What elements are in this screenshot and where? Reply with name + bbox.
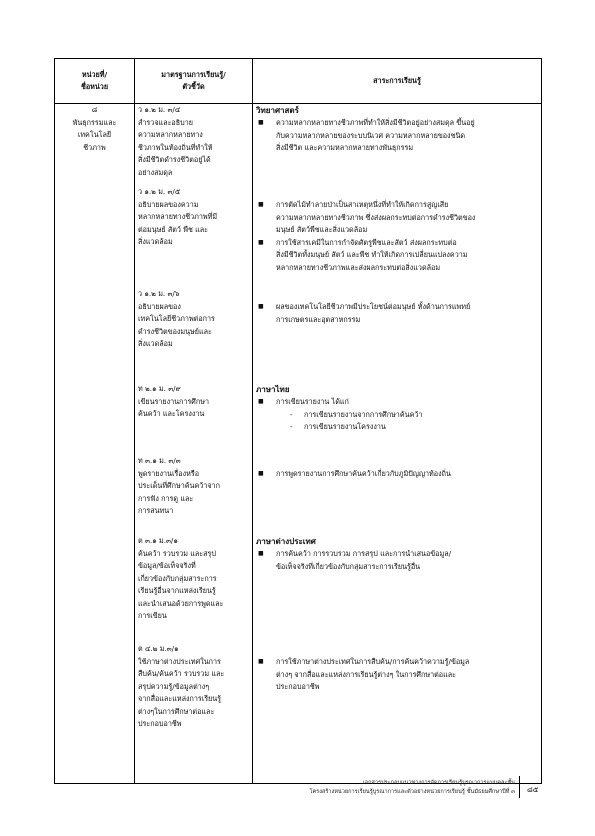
content-block xyxy=(256,186,538,288)
content-bullet: ■ การตัดไม้ทำลายป่าเป็นสาเหตุหนึ่งที่ทำให้เกิดการสูญเสีย ความหลากหลายทางชีวภาพ ซึ่งส่งผลกระทบต่อการดำรงชีวิตของ มนุษย์ สัตว์พืชและสิ่งแวดล้อม xyxy=(256,199,538,237)
subject-heading xyxy=(256,455,538,468)
content-block xyxy=(256,455,538,535)
header-content xyxy=(253,59,542,104)
unit-cell xyxy=(55,104,135,784)
standard-indicator: ต ๔.๒ ม.๓/๑ ใช้ภาษาต่างประเทศในการ สืบค้น/ค้นคว้า รวบรวม และ สรุปความรู้/ข้อมูลต่างๆ จากสื่อและแหล่งการเรียนรู้ ต่างๆในการศึกษาต่อและ ประกอบอาชีพ xyxy=(138,644,225,728)
content-sub-list xyxy=(256,409,538,434)
curriculum-table xyxy=(54,58,542,784)
page-footer xyxy=(255,779,515,797)
header-content-text: สาระการเรียนรู้ xyxy=(373,76,421,85)
header-unit xyxy=(55,59,135,104)
standard-indicator: ว ๑.๒ ม. ๓/๔ สำรวจและอธิบาย ความหลากหลายทาง ชีวภาพในท้องถิ่นที่ทำให้ สิ่งมีชีวิตดำรงชีวิตอยู่ได้ อย่างสมดุล xyxy=(138,105,213,177)
footer-line-2: โครงสร้างหน่วยการเรียนรู้บูรณาการและตัวอย่างหน่วยการเรียนรู้ ชั้นมัธยมศึกษาปีที่ ๓ xyxy=(309,789,515,795)
content-bullet: ■ การใช้สารเคมีในการกำจัดศัตรูพืชและสัตว์ ส่งผลกระทบต่อ สิ่งมีชีวิตทั้งมนุษย์ สัตว์ และพืช ทำให้เกิดการเปลี่ยนแปลงความ หลากหลายทางชีวภาพและส่งผลกระทบต่อสิ่งแวดล้อม xyxy=(256,237,538,275)
subject-heading xyxy=(256,288,538,301)
content-bullet-list xyxy=(256,396,538,409)
content-bullet-list xyxy=(256,117,538,155)
header-standard-text: มาตรฐานการเรียนรู้/ ตัวชี้วัด xyxy=(161,70,226,91)
content-bullet-list xyxy=(256,301,538,326)
header-unit-text: หน่วยที่/ ชื่อหน่วย xyxy=(80,70,109,91)
standard-indicator: ท ๓.๑ ม. ๓/๓ พูดรายงานเรื่องหรือ ประเด็นที่ศึกษาค้นคว้าจาก การฟัง การดู และ การสนทนา xyxy=(138,456,220,515)
subject-heading: ภาษาต่างประเทศ xyxy=(256,537,316,546)
content-bullet: ■ ความหลากหลายทางชีวภาพที่ทำให้สิ่งมีชีวิตอยู่อย่างสมดุล ขึ้นอยู่ กับความหลากหลายของระบบนิเวศ ความหลากหลายของชนิด สิ่งมีชีวิต และความหลากหลายทางพันธุกรรม xyxy=(256,117,538,155)
content-bullet: ■ การพูดรายงานการศึกษาค้นคว้าเกี่ยวกับภูมิปัญญาท้องถิ่น xyxy=(256,468,538,481)
standard-indicator: ท ๒.๑ ม. ๓/๙ เขียนรายงานการศึกษา ค้นคว้า และโครงงาน xyxy=(138,384,209,418)
content-bullet: ■ การค้นคว้า การรวบรวม การสรุป และการนำเสนอข้อมูล/ ข้อเท็จจริงที่เกี่ยวข้องกับกลุ่มสาระการเรียนรู้อื่น xyxy=(256,548,538,573)
content-bullet-list xyxy=(256,468,538,481)
unit-name: พันธุกรรมและ เทคโนโลยี ชีวภาพ xyxy=(72,117,117,152)
content-block xyxy=(256,383,538,455)
content-block xyxy=(256,288,538,383)
content-bullet-list xyxy=(256,199,538,274)
standards-cell xyxy=(135,104,253,784)
content-block xyxy=(256,643,538,783)
content-block xyxy=(256,535,538,643)
unit-number: ๘ xyxy=(91,105,98,114)
subject-heading: วิทยาศาสตร์ xyxy=(256,106,299,115)
header-standard xyxy=(135,59,253,104)
table-header-row xyxy=(55,59,542,104)
unit-row xyxy=(55,104,542,784)
subject-heading xyxy=(256,643,538,656)
content-bullet: ■ การใช้ภาษาต่างประเทศในการสืบค้น/การค้นคว้าความรู้/ข้อมูล ต่างๆ จากสื่อและแหล่งการเรียนรู้ต่างๆ ในการศึกษาต่อและ ประกอบอาชีพ xyxy=(256,656,538,694)
subject-heading: ภาษาไทย xyxy=(256,385,290,394)
standard-indicator: ว ๑.๒ ม. ๓/๕ อธิบายผลของความ หลากหลายทางชีวภาพที่มี ต่อมนุษย์ สัตว์ พืช และ สิ่งแวดล้อม xyxy=(138,187,218,246)
content-sub-item: - การเขียนรายงานโครงงาน xyxy=(290,421,538,434)
content-cell xyxy=(253,104,542,784)
content-bullet: ■ ผลของเทคโนโลยีชีวภาพมีประโยชน์ต่อมนุษย์ ทั้งด้านการแพทย์ การเกษตรและอุตสาหกรรม xyxy=(256,301,538,326)
footer-divider xyxy=(519,776,520,798)
page-number: ๘๕ xyxy=(527,785,539,794)
content-block xyxy=(256,104,538,186)
content-bullet-list xyxy=(256,548,538,573)
content-bullet: ■ การเขียนรายงาน ได้แก่ xyxy=(256,396,538,409)
standard-indicator: ต ๓.๑ ม.๓/๑ ค้นคว้า รวบรวม และสรุป ข้อมูล/ข้อเท็จจริงที่ เกี่ยวข้องกับกลุ่มสาระการ เรียนรู้อื่นจากแหล่งเรียนรู้ และนำเสนอด้วยการพูดและ การเขียน xyxy=(138,536,224,620)
standard-indicator: ว ๑.๒ ม. ๓/๖ อธิบายผลของ เทคโนโลยีชีวภาพต่อการ ดำรงชีวิตของมนุษย์และ สิ่งแวดล้อม xyxy=(138,289,215,348)
subject-heading xyxy=(256,186,538,199)
content-bullet-list xyxy=(256,656,538,694)
content-sub-item: - การเขียนรายงานจากการศึกษาค้นคว้า xyxy=(290,409,538,422)
footer-line-1: เอกสารประกอบแนวทางการจัดการเรียนรู้บูรณาการแบบคละชั้น xyxy=(362,780,515,786)
